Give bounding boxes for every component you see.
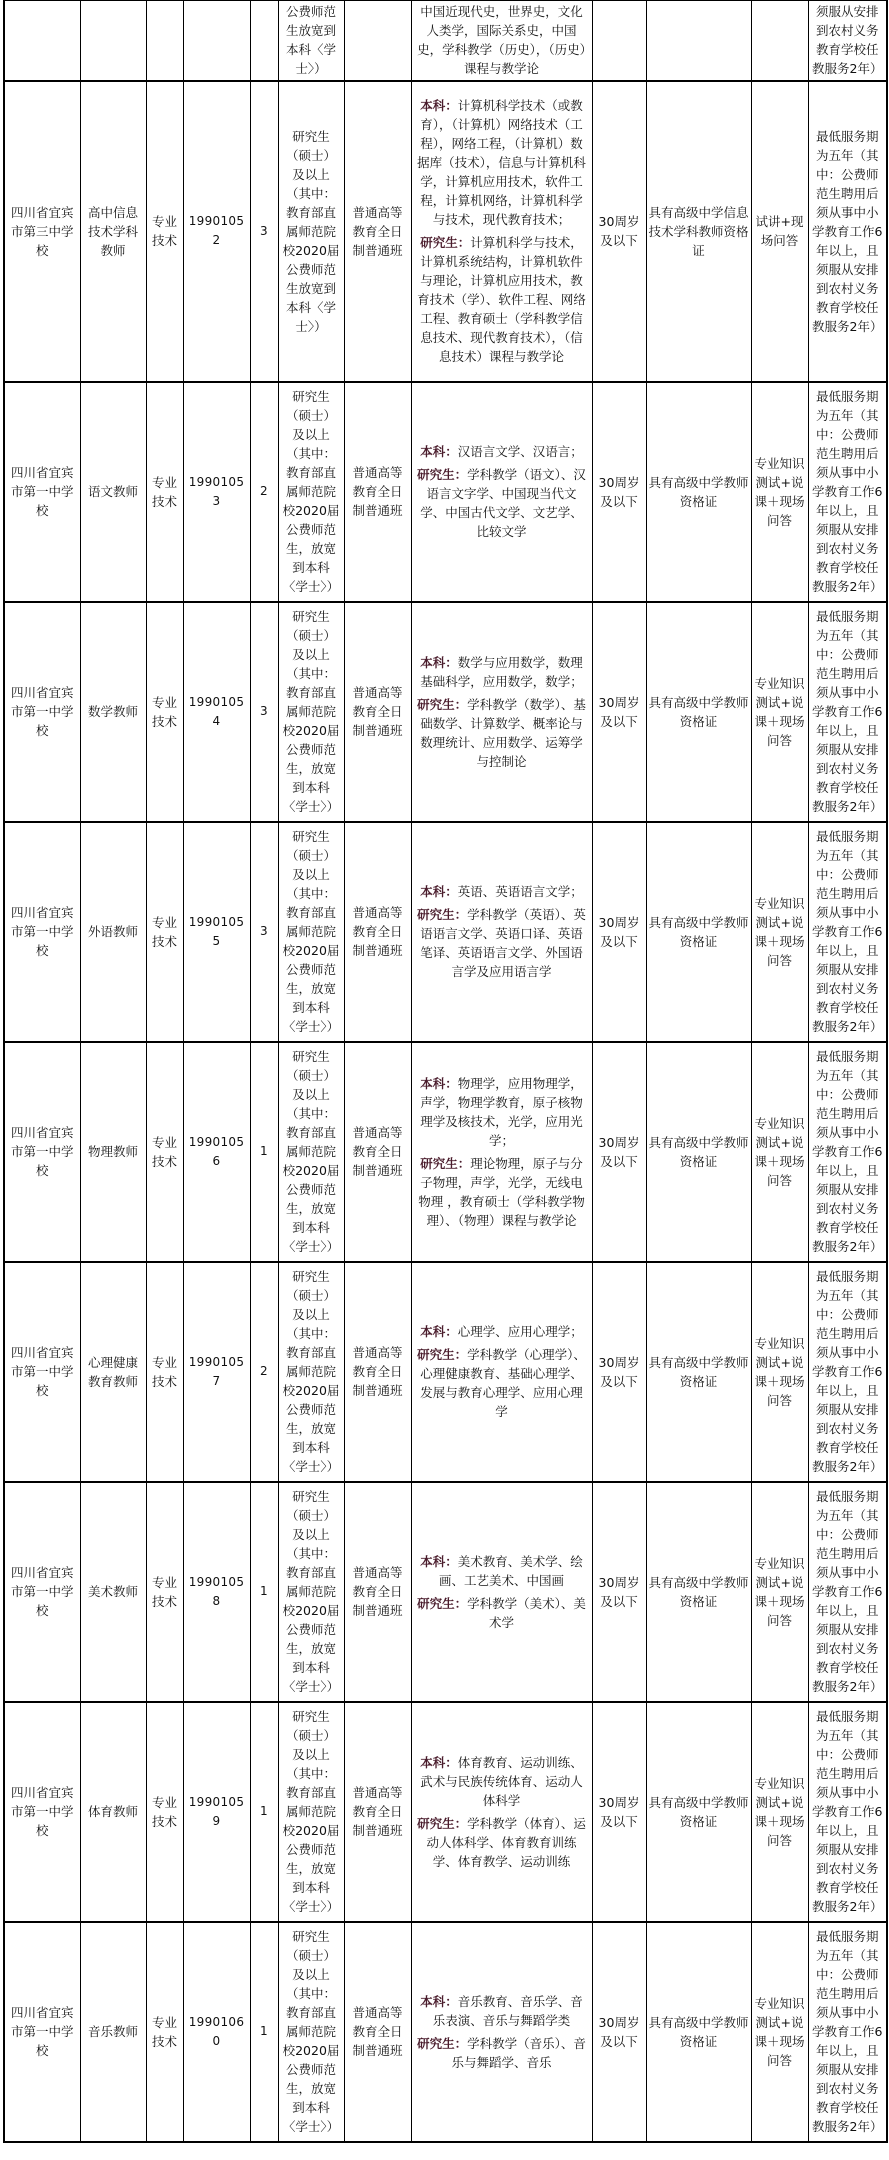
major-paragraph [415,1322,589,1341]
major-cell [411,602,592,822]
education-cell: 普通高等教育全日制普通班 [344,81,411,382]
cert-cell: 具有高级中学教师资格证 [646,602,751,822]
major-level-label: 研究生： [417,696,468,712]
cert-cell: 具有高级中学教师资格证 [646,1922,751,2142]
major-cell [411,81,592,382]
code-cell [183,1,250,81]
major-paragraph [415,465,589,541]
service-text: 须服从安排到农村义务教育学校任教服务2年） [812,3,883,76]
major-paragraph [415,1594,589,1632]
post-cell [80,1,146,81]
post-cell: 高中信息技术学科教师 [80,81,146,382]
post-cell: 外语教师 [80,822,146,1042]
table-row [4,81,887,382]
table-row-partial [4,1,887,81]
degree-text: 公费师范生放宽到本科〈学士〉） [285,3,336,76]
table-row [4,602,887,822]
post-cell: 语文教师 [80,382,146,602]
unit-cell: 四川省宜宾市第一中学校 [4,1042,80,1262]
age-cell: 30周岁及以下 [592,602,646,822]
major-list: 理论物理，原子与分子物理，声学，光学，无线电物理 ，教育硕士（学科教学物理）、（物理）课程与教学论 [418,1155,585,1228]
major-level-label: 研究生： [417,1347,468,1362]
degree-cell: 研究生（硕士）及以上（其中：教育部直属师范院校2020届公费师范生，放宽到本科〈学士〉） [278,1042,344,1262]
code-cell: 19901052 [183,81,250,382]
major-list: 心理学、应用心理学； [457,1324,583,1339]
major-list: 学科教学（美术）、美术学 [467,1595,586,1630]
age-cell: 30周岁及以下 [592,1482,646,1702]
major-list: 学科教学（英语）、英语语言文学、英语口译、英语笔译、英语语言文学、外国语言学及应用语言学 [420,907,586,979]
post-cell: 音乐教师 [80,1922,146,2142]
education-cell: 普通高等教育全日制普通班 [344,1922,411,2142]
major-level-label: 本科： [420,1993,458,2009]
major-cell [411,1,592,81]
count-cell: 1 [250,1042,278,1262]
age-cell: 30周岁及以下 [592,81,646,382]
cert-cell: 具有高级中学教师资格证 [646,1042,751,1262]
post-cell: 数学教师 [80,602,146,822]
category-cell: 专业技术 [146,1482,183,1702]
table-row [4,1922,887,2142]
count-cell: 2 [250,1262,278,1482]
cert-cell [646,1,751,81]
major-level-label: 本科： [420,1075,458,1091]
category-cell: 专业技术 [146,81,183,382]
exam-cell: 专业知识测试+说课＋现场问答 [751,1922,808,2142]
post-cell: 美术教师 [80,1482,146,1702]
major-list: 学科教学（语文）、汉语言文字学、中国现当代文学、中国古代文学、文艺学、比较文学 [420,467,586,539]
major-paragraph [415,96,589,229]
unit-cell: 四川省宜宾市第一中学校 [4,1922,80,2142]
degree-cell: 研究生（硕士）及以上（其中：教育部直属师范院校2020届公费师范生，放宽到本科〈学士〉） [278,1702,344,1922]
service-cell: 最低服务期为五年（其中：公费师范生聘用后须从事中小学教育工作6年以上，且须服从安排到农村义务教育学校任教服务2年） [808,602,887,822]
degree-cell [278,1,344,81]
age-cell: 30周岁及以下 [592,1262,646,1482]
unit-cell: 四川省宜宾市第一中学校 [4,1482,80,1702]
major-paragraph [415,1154,589,1230]
cert-cell: 具有高级中学教师资格证 [646,382,751,602]
service-cell: 最低服务期为五年（其中：公费师范生聘用后须从事中小学教育工作6年以上，且须服从安排到农村义务教育学校任教服务2年） [808,81,887,382]
major-cell [411,1702,592,1922]
major-paragraph [415,695,589,771]
major-level-label: 本科： [420,98,458,113]
age-cell: 30周岁及以下 [592,1702,646,1922]
unit-cell: 四川省宜宾市第一中学校 [4,382,80,602]
major-list: 音乐教育、音乐学、音乐表演、音乐与舞蹈学类 [432,1993,583,2028]
count-cell: 1 [250,1482,278,1702]
degree-cell: 研究生（硕士）及以上（其中：教育部直属师范院校2020届公费师范生，放宽到本科〈学士〉） [278,1262,344,1482]
major-paragraph [415,233,589,366]
exam-cell: 专业知识测试+说课＋现场问答 [751,382,808,602]
major-paragraph [415,882,589,901]
major-paragraph [415,1074,589,1150]
post-cell: 物理教师 [80,1042,146,1262]
unit-cell [4,1,80,81]
major-list: 美术教育、美术学、绘画、工艺美术、中国画 [438,1553,583,1588]
exam-cell: 试讲+现场问答 [751,81,808,382]
major-list: 计算机科学技术（或教育），（计算机）网络技术（工程），网络工程，（计算机）数据库（技术），信息与计算机科学，计算机应用技术，软件工程，计算机网络，计算机科学与技术，现代教育技术； [417,98,586,227]
major-paragraph [415,905,589,981]
category-cell: 专业技术 [146,1702,183,1922]
age-cell: 30周岁及以下 [592,822,646,1042]
major-cell [411,1922,592,2142]
category-cell: 专业技术 [146,382,183,602]
degree-cell: 研究生（硕士）及以上（其中：教育部直属师范院校2020届公费师范生放宽到本科〈学士〉） [278,81,344,382]
code-cell: 19901053 [183,382,250,602]
major-list: 英语、英语语言文学； [457,884,583,899]
code-cell: 19901056 [183,1042,250,1262]
count-cell: 1 [250,1922,278,2142]
education-cell: 普通高等教育全日制普通班 [344,382,411,602]
unit-cell: 四川省宜宾市第一中学校 [4,1702,80,1922]
exam-cell: 专业知识测试+说课＋现场问答 [751,1042,808,1262]
major-level-label: 本科： [420,1754,458,1770]
major-list: 计算机科学与技术，计算机系统结构，计算机软件与理论，计算机应用技术，教育技术（学）、软件工程、网络工程、教育硕士（学科教学信息技术、现代教育技术），（信息技术）课程与教学论 [417,235,586,364]
major-list: 物理学，应用物理学，声学，物理学教育，原子核物理学及核技术，光学，应用光学； [420,1075,583,1148]
category-cell: 专业技术 [146,1042,183,1262]
category-cell: 专业技术 [146,1262,183,1482]
age-cell [592,1,646,81]
table-row [4,1702,887,1922]
code-cell: 19901054 [183,602,250,822]
major-cell [411,1262,592,1482]
degree-cell: 研究生（硕士）及以上（其中：教育部直属师范院校2020届公费师范生，放宽到本科〈学士〉） [278,382,344,602]
count-cell [250,1,278,81]
major-paragraph [415,653,589,691]
recruitment-table [3,0,888,2143]
major-list: 学科教学（心理学）、心理健康教育、基础心理学、发展与教育心理学、应用心理学 [420,1347,586,1419]
exam-cell: 专业知识测试+说课＋现场问答 [751,602,808,822]
count-cell: 2 [250,382,278,602]
unit-cell: 四川省宜宾市第三中学校 [4,81,80,382]
service-cell: 最低服务期为五年（其中：公费师范生聘用后须从事中小学教育工作6年以上，且须服从安排到农村义务教育学校任教服务2年） [808,382,887,602]
major-list: 体育教育、运动训练、武术与民族传统体育、运动人体科学 [420,1754,583,1808]
major-paragraph [415,1753,589,1810]
major-level-label: 研究生： [417,1595,468,1611]
count-cell: 3 [250,81,278,382]
degree-cell: 研究生（硕士）及以上（其中：教育部直属师范院校2020届公费师范生，放宽到本科〈学士〉） [278,822,344,1042]
service-cell [808,1,887,81]
cert-cell: 具有高级中学教师资格证 [646,1262,751,1482]
major-paragraph [415,1345,589,1421]
service-cell: 最低服务期为五年（其中：公费师范生聘用后须从事中小学教育工作6年以上，且须服从安排到农村义务教育学校任教服务2年） [808,1262,887,1482]
unit-cell: 四川省宜宾市第一中学校 [4,822,80,1042]
major-list: 学科教学（音乐）、音乐与舞蹈学、音乐 [451,2035,586,2070]
major-level-label: 本科： [420,654,458,670]
cert-cell: 具有高级中学教师资格证 [646,822,751,1042]
major-text: 中国近现代史，世界史，文化人类学，国际关系史，中国史，学科教学（历史），（历史）课程与教学论 [417,3,586,76]
education-cell: 普通高等教育全日制普通班 [344,1042,411,1262]
exam-cell: 专业知识测试+说课＋现场问答 [751,1482,808,1702]
service-cell: 最低服务期为五年（其中：公费师范生聘用后须从事中小学教育工作6年以上，且须服从安排到农村义务教育学校任教服务2年） [808,1482,887,1702]
post-cell: 体育教师 [80,1702,146,1922]
education-cell: 普通高等教育全日制普通班 [344,602,411,822]
degree-cell: 研究生（硕士）及以上（其中：教育部直属师范院校2020届公费师范生，放宽到本科〈学士〉） [278,1922,344,2142]
major-cell [411,382,592,602]
age-cell: 30周岁及以下 [592,382,646,602]
exam-cell [751,1,808,81]
table-row [4,382,887,602]
major-paragraph [415,442,589,461]
education-cell: 普通高等教育全日制普通班 [344,822,411,1042]
major-list: 数学与应用数学，数理基础科学，应用数学，数学； [420,654,583,689]
education-cell: 普通高等教育全日制普通班 [344,1702,411,1922]
unit-cell: 四川省宜宾市第一中学校 [4,1262,80,1482]
education-cell: 普通高等教育全日制普通班 [344,1482,411,1702]
code-cell: 19901058 [183,1482,250,1702]
cert-cell: 具有高级中学教师资格证 [646,1702,751,1922]
count-cell: 3 [250,822,278,1042]
cert-cell: 具有高级中学信息技术学科教师资格证 [646,81,751,382]
major-paragraph [415,1552,589,1590]
major-level-label: 本科： [420,1324,458,1339]
age-cell: 30周岁及以下 [592,1922,646,2142]
major-paragraph [415,1992,589,2030]
major-cell [411,1482,592,1702]
major-level-label: 研究生： [417,2035,468,2051]
major-cell [411,822,592,1042]
major-level-label: 研究生： [417,1815,468,1831]
age-cell: 30周岁及以下 [592,1042,646,1262]
major-level-label: 研究生： [420,1155,471,1171]
major-level-label: 研究生： [420,235,471,250]
category-cell: 专业技术 [146,1922,183,2142]
degree-cell: 研究生（硕士）及以上（其中：教育部直属师范院校2020届公费师范生，放宽到本科〈学士〉） [278,1482,344,1702]
count-cell: 3 [250,602,278,822]
major-level-label: 本科： [420,1553,458,1569]
table-row [4,822,887,1042]
code-cell: 19901059 [183,1702,250,1922]
major-paragraph [415,1814,589,1871]
major-list: 学科教学（数学）、基础数学、计算数学、概率论与数理统计、应用数学、运筹学与控制论 [420,696,586,769]
code-cell: 19901060 [183,1922,250,2142]
service-cell: 最低服务期为五年（其中：公费师范生聘用后须从事中小学教育工作6年以上，且须服从安排到农村义务教育学校任教服务2年） [808,1922,887,2142]
education-cell [344,1,411,81]
major-cell [411,1042,592,1262]
exam-cell: 专业知识测试+说课＋现场问答 [751,1702,808,1922]
major-level-label: 本科： [420,444,458,459]
major-list: 学科教学（体育）、运动人体科学、体育教育训练学、体育教学、运动训练 [426,1815,586,1869]
table-row [4,1482,887,1702]
category-cell [146,1,183,81]
unit-cell: 四川省宜宾市第一中学校 [4,602,80,822]
education-cell: 普通高等教育全日制普通班 [344,1262,411,1482]
count-cell: 1 [250,1702,278,1922]
major-level-label: 研究生： [417,467,468,482]
category-cell: 专业技术 [146,602,183,822]
major-level-label: 本科： [420,884,458,899]
service-cell: 最低服务期为五年（其中：公费师范生聘用后须从事中小学教育工作6年以上，且须服从安排到农村义务教育学校任教服务2年） [808,1702,887,1922]
exam-cell: 专业知识测试+说课＋现场问答 [751,1262,808,1482]
table-row [4,1262,887,1482]
major-level-label: 研究生： [417,907,468,922]
cert-cell: 具有高级中学教师资格证 [646,1482,751,1702]
major-paragraph [415,2034,589,2072]
post-cell: 心理健康教育教师 [80,1262,146,1482]
table-row [4,1042,887,1262]
major-list: 汉语言文学、汉语言； [457,444,583,459]
code-cell: 19901055 [183,822,250,1042]
exam-cell: 专业知识测试+说课＋现场问答 [751,822,808,1042]
code-cell: 19901057 [183,1262,250,1482]
service-cell: 最低服务期为五年（其中：公费师范生聘用后须从事中小学教育工作6年以上，且须服从安排到农村义务教育学校任教服务2年） [808,822,887,1042]
category-cell: 专业技术 [146,822,183,1042]
service-cell: 最低服务期为五年（其中：公费师范生聘用后须从事中小学教育工作6年以上，且须服从安排到农村义务教育学校任教服务2年） [808,1042,887,1262]
degree-cell: 研究生（硕士）及以上（其中：教育部直属师范院校2020届公费师范生，放宽到本科〈学士〉） [278,602,344,822]
